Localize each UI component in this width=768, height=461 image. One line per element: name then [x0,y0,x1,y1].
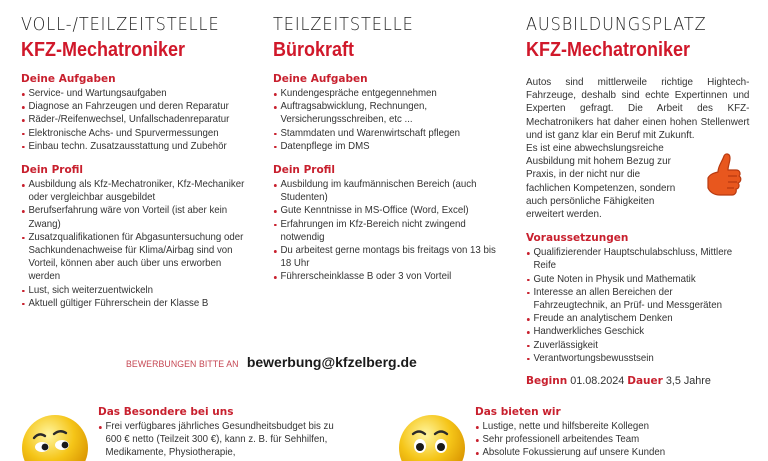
benefits-offer-block [475,406,715,460]
tasks-list [273,87,503,153]
profile-list [21,178,256,310]
list-item: Freude an analytischem Denken [526,312,749,325]
list-item: Einbau techn. Zusatzausstattung und Zubehör [21,140,255,153]
list-item: Räder-/Reifenwechsel, Unfallschadenreparatur [21,113,255,126]
start-duration-line [526,374,750,388]
requirements-list [526,246,750,365]
list-item: Datenpflege im DMS [273,140,502,153]
list-item: Berufserfahrung wäre von Vorteil (ist aber kein Zwang) [21,204,255,230]
list-item: Diagnose an Fahrzeugen und deren Reparatur [21,100,255,113]
job-title: Bürokraft [273,39,355,61]
section-heading-tasks: Deine Aufgaben [21,73,116,85]
job-column-office-parttime [273,14,503,284]
section-heading-profile: Dein Profil [273,164,336,177]
smiley-wide-eyes-icon [397,410,467,461]
list-item: Auftragsabwicklung, Rechnungen, Versicherungsschreiben, etc ... [273,100,502,126]
job-title: KFZ-Mechatroniker [21,39,186,61]
tasks-list [21,87,256,153]
benefits-special-block [98,406,338,460]
application-contact [126,354,417,372]
duration-label: Dauer [627,375,663,388]
begin-label: Beginn [526,375,568,388]
smiley-side-eye-icon [20,410,90,461]
list-item: Handwerkliches Geschick [526,325,749,338]
job-title: KFZ-Mechatroniker [526,39,691,61]
list-item: Kundengespräche entgegennehmen [273,87,502,100]
list-item: Service- und Wartungsaufgaben [21,87,255,100]
job-column-apprenticeship [526,14,750,388]
special-list [98,420,338,460]
job-type-label: VOLL-/TEILZEITSTELLE [21,15,220,35]
intro-paragraph: Autos sind mittlerweile richtige Hightech-Fahrzeuge, deshalb sind echte Expertinnen und Experten gefragt. Die Arbeit des KFZ-Mechatronikers hat daher einen hohen Stellenwert und ist ganz klar ein Beruf mit Zukunft. [526,77,750,141]
list-item: Verantwortungsbewusstsein [526,352,749,365]
job-type-label: TEILZEITSTELLE [273,15,414,35]
thumbs-up-icon [702,152,742,198]
list-item: Gute Kenntnisse in MS-Office (Word, Excel) [273,204,502,217]
section-heading-tasks: Deine Aufgaben [273,73,368,85]
section-heading-requirements: Voraussetzungen [526,232,629,245]
list-item: Absolute Fokussierung auf unsere Kunden [475,446,714,459]
intro-paragraph-2: Es ist eine abwechslungsreiche Ausbildung mit hohem Bezug zur Praxis, in der nicht nur die fachlichen Kompetenzen, sondern auch persönliche Fähigkeiten erweitert werden. [526,143,676,221]
apply-label: BEWERBUNGEN BITTE AN [126,359,239,370]
begin-value: 01.08.2024 [570,375,625,388]
list-item: Frei verfügbares jährliches Gesundheitsbudget bis zu 600 € netto (Teilzeit 300 €), kann z. B. für Sehhilfen, Medikamente, Physiotherapie, [98,420,337,460]
duration-value: 3,5 Jahre [665,375,711,388]
job-type-label: AUSBILDUNGSPLATZ [526,15,707,35]
list-item: Elektronische Achs- und Spurvermessungen [21,127,255,140]
section-heading-offer: Das bieten wir [475,406,561,418]
list-item: Ausbildung im kaufmännischen Bereich (auch Studenten) [273,178,502,204]
apply-email-link[interactable]: bewerbung@kfzelberg.de [246,354,417,370]
list-item: Zusatzqualifikationen für Abgasuntersuchung oder Sachkundenachweise für Klima/Airbag sind von Vorteil, können aber auch über uns erworben werden [21,231,255,284]
list-item: Aktuell gültiger Führerschein der Klasse B [21,297,255,310]
job-column-mechatronic-fulltime [21,14,256,310]
list-item: Lustige, nette und hilfsbereite Kollegen [475,420,714,433]
section-heading-special: Das Besondere bei uns [98,406,234,418]
list-item: Zuverlässigkeit [526,339,749,352]
list-item: Gute Noten in Physik und Mathematik [526,273,749,286]
section-heading-profile: Dein Profil [21,164,84,177]
list-item: Führerscheinklasse B oder 3 von Vorteil [273,270,502,283]
list-item: Qualifizierender Hauptschulabschluss, Mittlere Reife [526,246,749,272]
list-item: Du arbeitest gerne montags bis freitags von 13 bis 18 Uhr [273,244,502,270]
list-item: Interesse an allen Bereichen der Fahrzeugtechnik, an Prüf- und Messgeräten [526,286,749,312]
offer-list [475,420,715,460]
list-item: Lust, sich weiterzuentwickeln [21,284,255,297]
list-item: Sehr professionell arbeitendes Team [475,433,714,446]
list-item: Stammdaten und Warenwirtschaft pflegen [273,127,502,140]
list-item: Erfahrungen im Kfz-Bereich nicht zwingend notwendig [273,218,502,244]
profile-list [273,178,503,284]
list-item: Ausbildung als Kfz-Mechatroniker, Kfz-Mechaniker oder vergleichbar ausgebildet [21,178,255,204]
